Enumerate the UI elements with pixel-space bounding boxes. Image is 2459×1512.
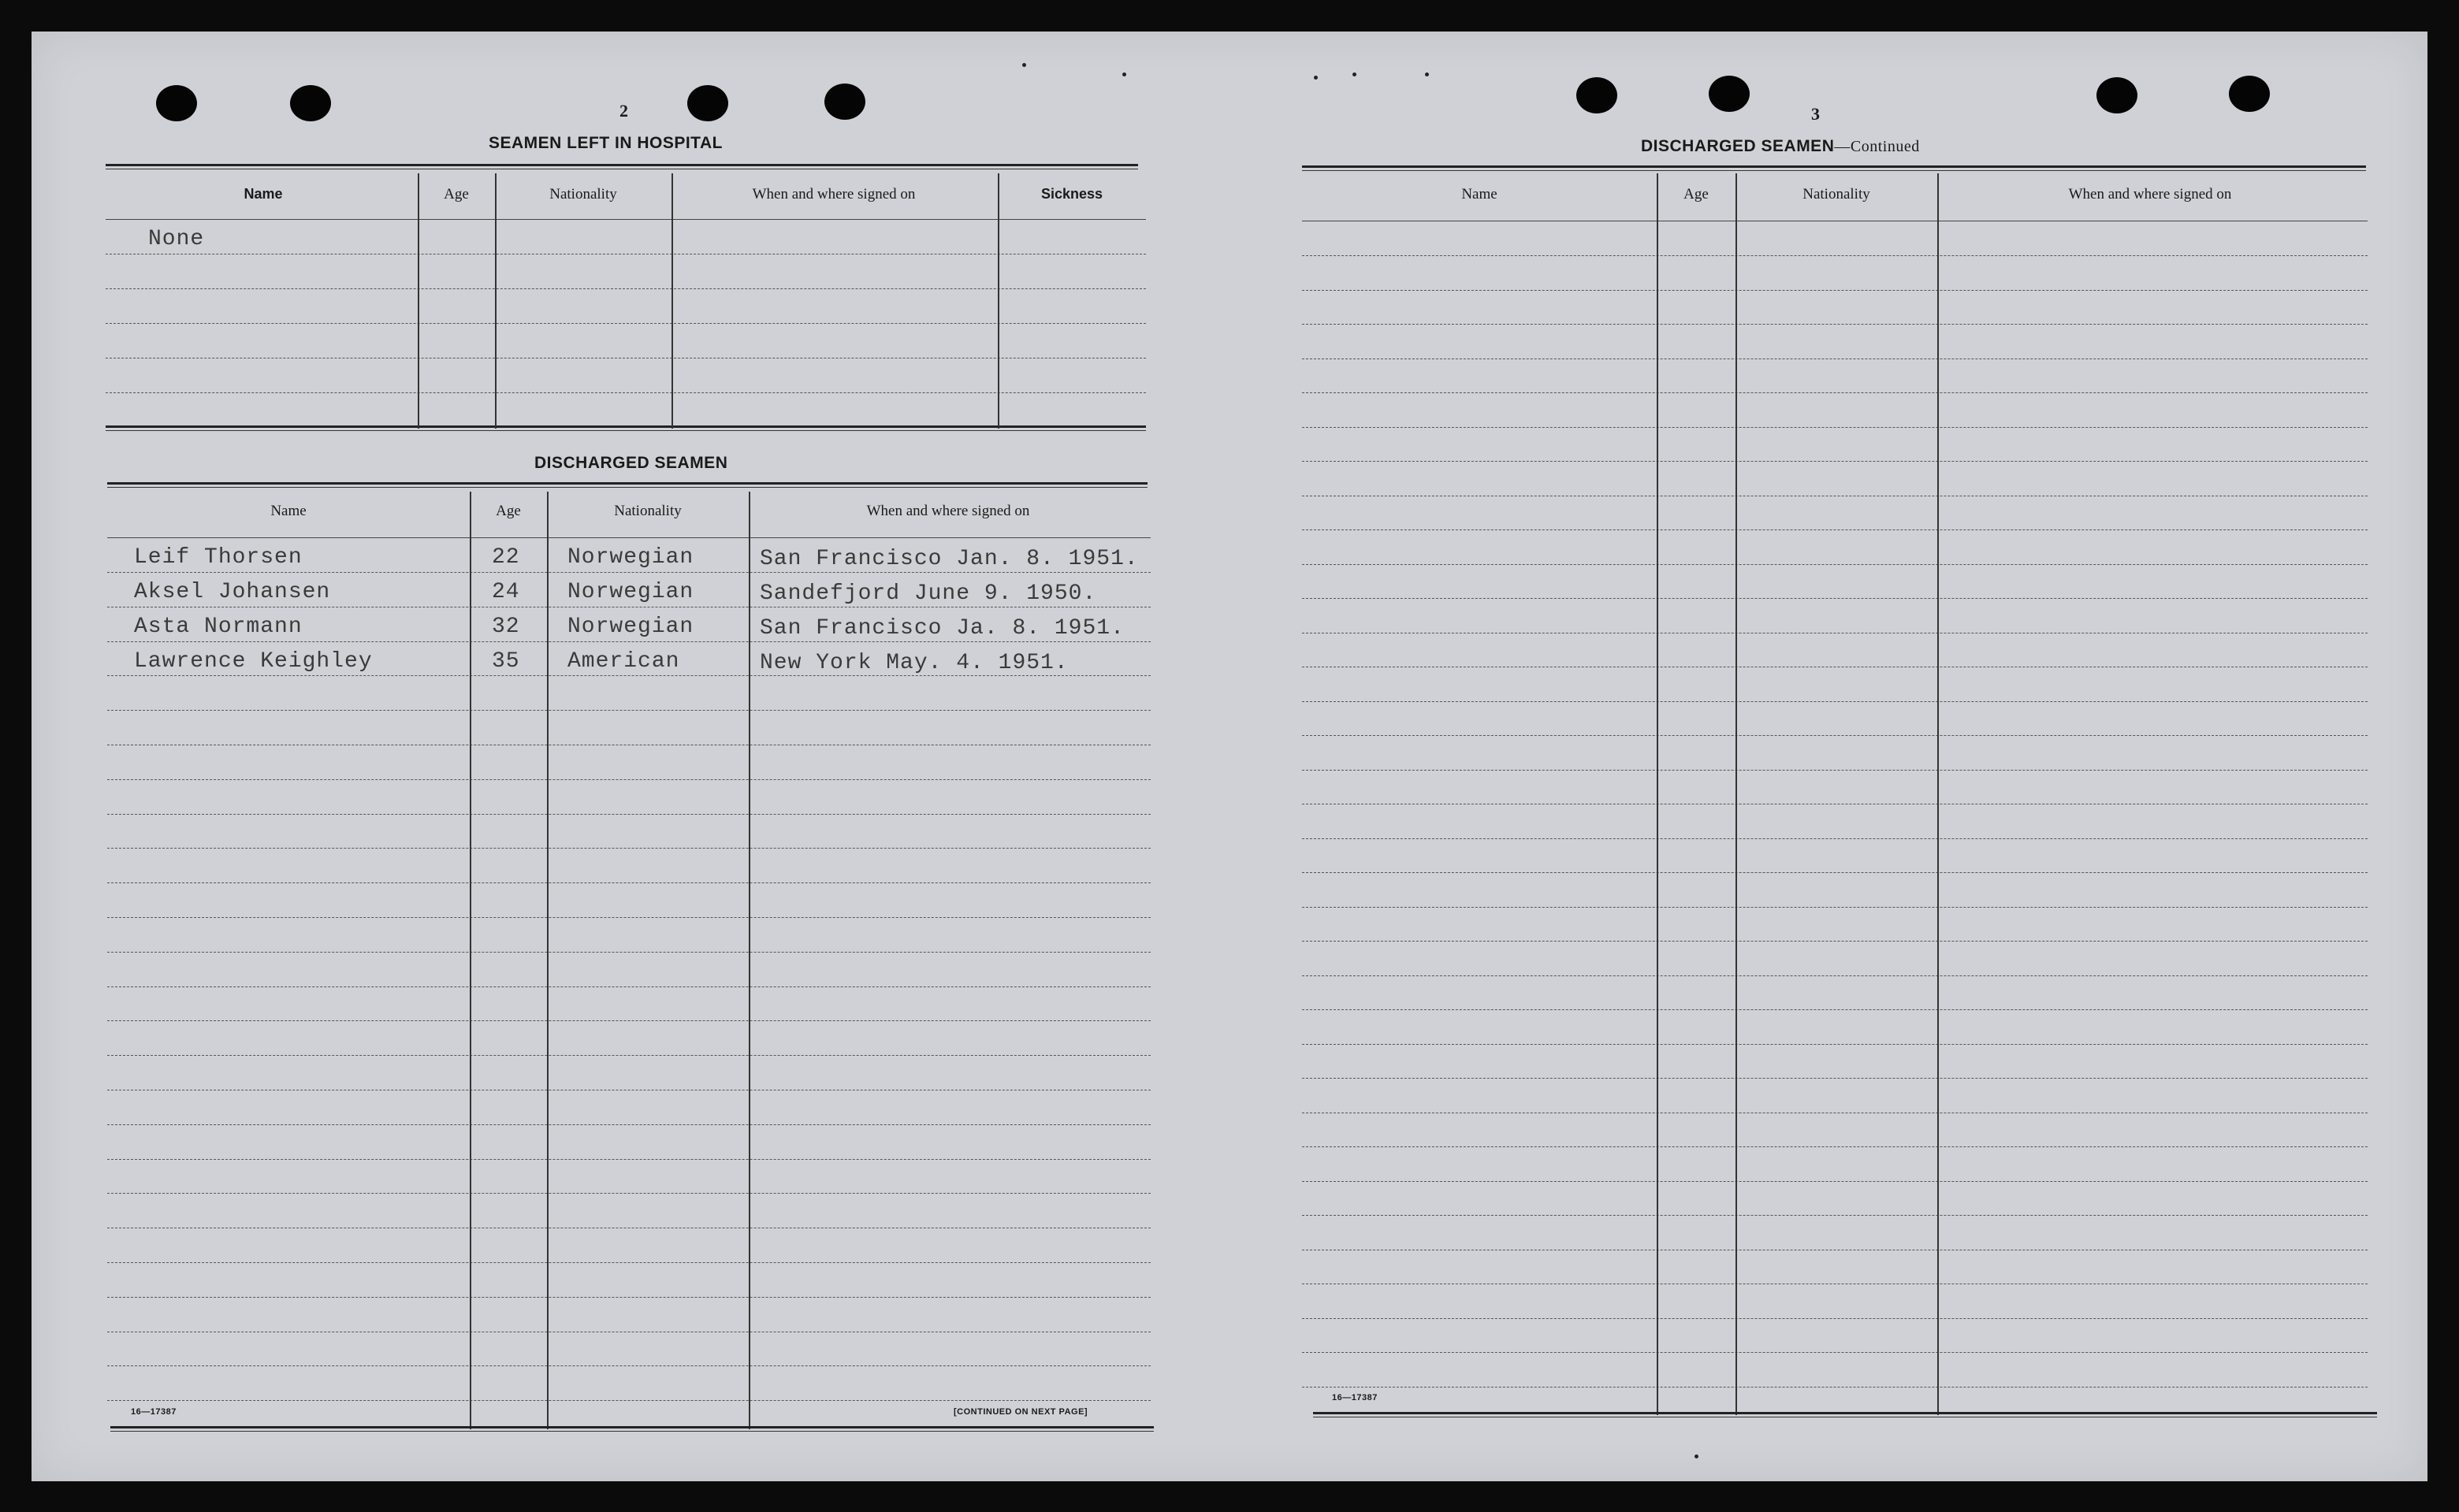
page-number: 3 — [1811, 104, 1820, 124]
row-rule — [107, 1193, 1151, 1194]
row-rule — [106, 392, 1146, 393]
row-rule — [1302, 598, 2368, 599]
row-rule — [107, 1262, 1151, 1263]
row-rule — [107, 848, 1151, 849]
row-rule — [107, 986, 1151, 987]
seaman-name-cell: Asta Normann — [134, 615, 303, 639]
row-rule — [1302, 1352, 2368, 1353]
row-rule — [1302, 1215, 2368, 1216]
column-divider — [998, 173, 999, 429]
row-rule — [107, 675, 1151, 676]
speck — [1314, 76, 1318, 80]
seaman-name-cell: Aksel Johansen — [134, 580, 331, 604]
seaman-nationality-cell: Norwegian — [567, 615, 694, 639]
discharged-section-title: DISCHARGED SEAMEN — [534, 454, 728, 472]
row-rule — [1302, 1146, 2368, 1147]
row-rule — [1302, 358, 2368, 359]
row-rule — [1302, 392, 2368, 393]
row-rule — [1302, 770, 2368, 771]
column-divider — [470, 492, 471, 1429]
punch-hole — [1709, 76, 1750, 112]
row-rule — [107, 779, 1151, 780]
row-rule — [1302, 461, 2368, 462]
seaman-nationality-cell: American — [567, 649, 680, 674]
discharged-table-bottom-rule — [110, 1426, 1154, 1432]
row-rule — [1302, 290, 2368, 291]
seaman-age-cell: 35 — [492, 649, 520, 674]
continued-note: [CONTINUED ON NEXT PAGE] — [954, 1407, 1088, 1417]
column-divider — [418, 173, 419, 429]
row-rule — [107, 641, 1151, 642]
row-rule — [107, 814, 1151, 815]
column-divider — [495, 173, 497, 429]
seaman-age-cell: 22 — [492, 545, 520, 570]
column-header-name: Name — [270, 503, 307, 519]
seaman-age-cell: 32 — [492, 615, 520, 639]
row-rule — [106, 323, 1146, 324]
header-rule — [106, 219, 1146, 220]
punch-hole — [2096, 77, 2137, 113]
row-rule — [1302, 941, 2368, 942]
row-rule — [1302, 1318, 2368, 1319]
seaman-signed-on-cell: New York May. 4. 1951. — [760, 651, 1069, 675]
row-rule — [107, 1297, 1151, 1298]
seaman-signed-on-cell: Sandefjord June 9. 1950. — [760, 581, 1097, 606]
column-header-age: Age — [496, 503, 521, 519]
row-rule — [1302, 735, 2368, 736]
seaman-nationality-cell: Norwegian — [567, 545, 694, 570]
ledger-sheet — [32, 32, 2427, 1481]
row-rule — [1302, 427, 2368, 428]
row-rule — [1302, 1009, 2368, 1010]
row-rule — [107, 1020, 1151, 1021]
form-number: 16—17387 — [1332, 1393, 1378, 1402]
column-header-age: Age — [444, 186, 469, 202]
punch-hole — [824, 84, 865, 120]
row-rule — [1302, 1387, 2368, 1388]
hospital-table-top-rule — [106, 164, 1138, 169]
row-rule — [107, 1159, 1151, 1160]
row-rule — [106, 288, 1146, 289]
punch-hole — [1576, 77, 1617, 113]
column-header-nationality: Nationality — [614, 503, 682, 519]
column-header-sickness: Sickness — [1040, 186, 1103, 202]
punch-hole — [687, 85, 728, 121]
seaman-signed-on-cell: San Francisco Ja. 8. 1951. — [760, 616, 1125, 641]
row-rule — [1302, 907, 2368, 908]
header-rule — [107, 537, 1151, 538]
punch-hole — [2229, 76, 2270, 112]
row-rule — [107, 917, 1151, 918]
continued-section-title — [1641, 137, 1920, 156]
column-header-age: Age — [1683, 186, 1709, 202]
speck — [1022, 63, 1026, 67]
row-rule — [1302, 701, 2368, 702]
column-header-name: Name — [244, 186, 283, 202]
column-divider — [1735, 173, 1737, 1415]
row-rule — [1302, 324, 2368, 325]
column-divider — [671, 173, 673, 429]
row-rule — [107, 1400, 1151, 1401]
punch-hole — [156, 85, 197, 121]
row-rule — [107, 1055, 1151, 1056]
row-rule — [107, 882, 1151, 883]
punch-hole — [290, 85, 331, 121]
page-number: 2 — [619, 101, 628, 121]
continued-table-bottom-rule — [1313, 1412, 2377, 1417]
discharged-table-top-rule — [107, 482, 1148, 488]
column-divider — [547, 492, 549, 1429]
speck — [1425, 72, 1429, 76]
seaman-signed-on-cell: San Francisco Jan. 8. 1951. — [760, 547, 1139, 571]
row-rule — [1302, 1078, 2368, 1079]
column-header-nationality: Nationality — [1802, 186, 1870, 202]
row-rule — [107, 710, 1151, 711]
seaman-name-cell: Leif Thorsen — [134, 545, 303, 570]
continued-title-text: DISCHARGED SEAMEN — [1641, 137, 1835, 155]
row-rule — [1302, 975, 2368, 976]
column-header-name: Name — [1461, 186, 1497, 202]
row-rule — [1302, 255, 2368, 256]
column-divider — [1657, 173, 1658, 1415]
speck — [1352, 72, 1356, 76]
seaman-age-cell: 24 — [492, 580, 520, 604]
column-header-signed-on: When and where signed on — [866, 503, 1030, 519]
row-rule — [1302, 872, 2368, 873]
row-rule — [1302, 838, 2368, 839]
column-header-signed-on: When and where signed on — [2068, 186, 2232, 202]
continued-table-top-rule — [1302, 165, 2366, 171]
row-rule — [107, 1124, 1151, 1125]
seaman-name-cell: Lawrence Keighley — [134, 649, 373, 674]
row-rule — [107, 572, 1151, 573]
hospital-table-bottom-rule — [106, 425, 1146, 431]
seaman-nationality-cell: Norwegian — [567, 580, 694, 604]
column-header-signed-on: When and where signed on — [752, 186, 916, 202]
row-rule — [1302, 564, 2368, 565]
row-rule — [1302, 529, 2368, 530]
form-number: 16—17387 — [131, 1407, 177, 1417]
hospital-section-title: SEAMEN LEFT IN HOSPITAL — [489, 134, 723, 152]
row-rule — [107, 952, 1151, 953]
column-header-nationality: Nationality — [549, 186, 617, 202]
column-divider — [749, 492, 750, 1429]
row-rule — [1302, 1181, 2368, 1182]
column-divider — [1937, 173, 1939, 1415]
hospital-name-cell: None — [148, 227, 205, 251]
row-rule — [107, 1365, 1151, 1366]
speck — [1122, 72, 1126, 76]
row-rule — [1302, 1044, 2368, 1045]
speck — [1695, 1454, 1698, 1458]
continued-title-suffix: —Continued — [1834, 138, 1920, 155]
